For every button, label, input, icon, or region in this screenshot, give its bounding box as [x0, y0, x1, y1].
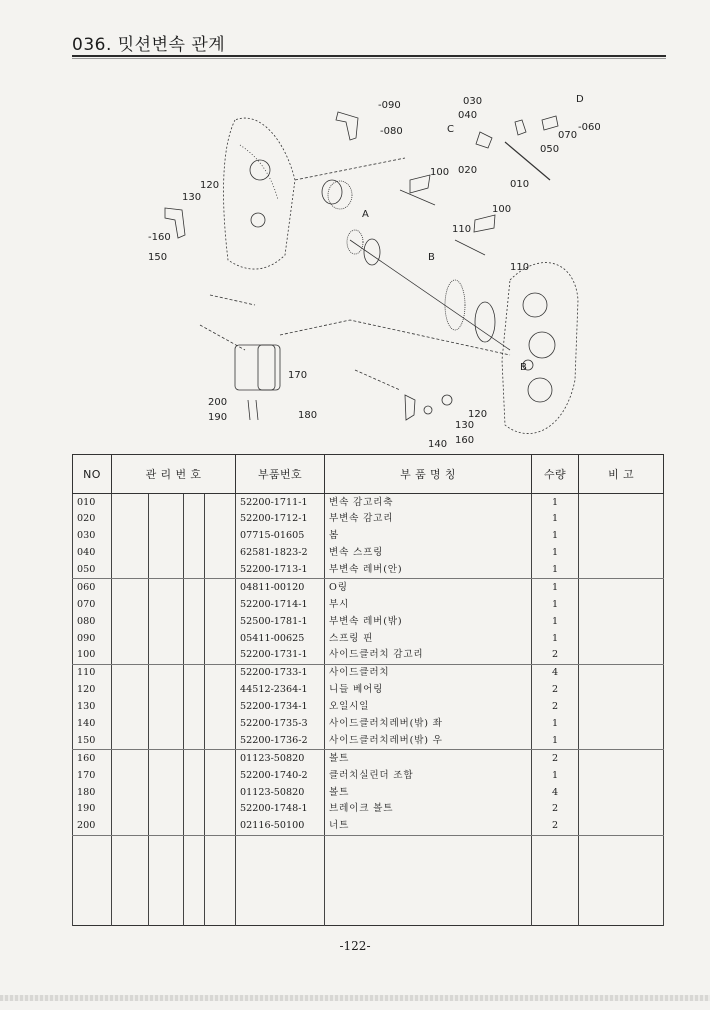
management-cell: [149, 682, 184, 699]
part-name-cell: 브레이크 볼트: [325, 801, 532, 818]
exploded-parts-diagram: [110, 60, 600, 455]
part-no-cell: 080: [73, 613, 112, 630]
management-cell: [205, 716, 236, 733]
management-cell: [184, 596, 205, 613]
management-cell: [149, 511, 184, 528]
part-name-cell: O링: [325, 579, 532, 596]
remarks-cell: [579, 528, 664, 545]
part-name-cell: 사이드클러치: [325, 664, 532, 681]
empty-cell: [236, 835, 325, 925]
management-cell: [205, 818, 236, 835]
table-row: [73, 528, 664, 545]
management-cell: [184, 716, 205, 733]
management-cell: [205, 664, 236, 681]
quantity-cell: 1: [532, 562, 579, 579]
quantity-cell: 1: [532, 630, 579, 647]
management-cell: [205, 630, 236, 647]
part-name-cell: 스프링 핀: [325, 630, 532, 647]
management-cell: [112, 647, 149, 664]
table-row: [73, 699, 664, 716]
part-no-cell: 070: [73, 596, 112, 613]
quantity-cell: 1: [532, 596, 579, 613]
table-row: [73, 647, 664, 664]
quantity-cell: 4: [532, 664, 579, 681]
part-name-cell: 볼트: [325, 784, 532, 801]
quantity-cell: 1: [532, 716, 579, 733]
part-number-cell: 02116-50100: [236, 818, 325, 835]
part-number-cell: 52200-1714-1: [236, 596, 325, 613]
col-management-number: 관 리 번 호: [112, 455, 236, 494]
management-cell: [112, 630, 149, 647]
col-no: NO: [73, 455, 112, 494]
callout-020: 020: [458, 165, 478, 176]
table-row: [73, 767, 664, 784]
part-number-cell: 01123-50820: [236, 750, 325, 767]
management-cell: [205, 682, 236, 699]
part-number-cell: 52200-1713-1: [236, 562, 325, 579]
management-cell: [184, 682, 205, 699]
management-cell: [112, 613, 149, 630]
right-transmission-case: [502, 263, 578, 434]
quantity-cell: 4: [532, 784, 579, 801]
management-cell: [149, 664, 184, 681]
table-row: [73, 801, 664, 818]
remarks-cell: [579, 732, 664, 749]
callout-150: 150: [148, 252, 168, 263]
callout-c: C: [447, 124, 454, 135]
callout-140: 140: [428, 439, 448, 450]
part-name-cell: 부변속 레버(안): [325, 562, 532, 579]
management-cell: [149, 784, 184, 801]
management-cell: [184, 511, 205, 528]
management-cell: [112, 494, 149, 511]
part-name-cell: 부변속 레버(밖): [325, 613, 532, 630]
management-cell: [149, 545, 184, 562]
part-no-cell: 100: [73, 647, 112, 664]
management-cell: [149, 647, 184, 664]
col-quantity: 수량: [532, 455, 579, 494]
management-cell: [184, 699, 205, 716]
management-cell: [149, 562, 184, 579]
remarks-cell: [579, 579, 664, 596]
quantity-cell: 2: [532, 750, 579, 767]
management-cell: [112, 579, 149, 596]
management-cell: [112, 511, 149, 528]
empty-cell: [149, 835, 184, 925]
part-number-cell: 52200-1712-1: [236, 511, 325, 528]
part-name-cell: 사이드클러치레버(밖) 좌: [325, 716, 532, 733]
empty-cell: [73, 835, 112, 925]
part-name-cell: 사이드클러치레버(밖) 우: [325, 732, 532, 749]
remarks-cell: [579, 545, 664, 562]
management-cell: [184, 494, 205, 511]
remarks-cell: [579, 682, 664, 699]
callout-090: -090: [378, 100, 401, 111]
management-cell: [112, 528, 149, 545]
quantity-cell: 2: [532, 647, 579, 664]
table-row: [73, 596, 664, 613]
callout-b-right: B: [520, 362, 527, 373]
left-transmission-case: [224, 118, 295, 269]
part-number-cell: 07715-01605: [236, 528, 325, 545]
management-cell: [149, 801, 184, 818]
part-no-cell: 150: [73, 732, 112, 749]
callout-200: 200: [208, 397, 228, 408]
empty-cell: [205, 835, 236, 925]
management-cell: [149, 699, 184, 716]
table-row: [73, 732, 664, 749]
part-no-cell: 060: [73, 579, 112, 596]
part-number-cell: 05411-00625: [236, 630, 325, 647]
part-number-cell: 52200-1735-3: [236, 716, 325, 733]
callout-110-b: 110: [510, 262, 530, 273]
quantity-cell: 1: [532, 494, 579, 511]
management-cell: [205, 511, 236, 528]
management-cell: [149, 767, 184, 784]
empty-cell: [579, 835, 664, 925]
remarks-cell: [579, 716, 664, 733]
management-cell: [112, 801, 149, 818]
part-name-cell: 봄: [325, 528, 532, 545]
callout-190: 190: [208, 412, 228, 423]
callout-030: 030: [463, 96, 483, 107]
part-no-cell: 090: [73, 630, 112, 647]
management-cell: [184, 579, 205, 596]
part-name-cell: 부변속 감고리: [325, 511, 532, 528]
management-cell: [205, 562, 236, 579]
title-rule: [72, 55, 666, 57]
table-row: [73, 511, 664, 528]
quantity-cell: 2: [532, 699, 579, 716]
remarks-cell: [579, 818, 664, 835]
callout-110-a: 110: [452, 224, 472, 235]
management-cell: [112, 784, 149, 801]
management-cell: [205, 750, 236, 767]
part-number-cell: 62581-1823-2: [236, 545, 325, 562]
table-row: [73, 630, 664, 647]
empty-cell: [184, 835, 205, 925]
table-row: [73, 818, 664, 835]
table-row: [73, 494, 664, 511]
part-no-cell: 130: [73, 699, 112, 716]
management-cell: [112, 699, 149, 716]
management-cell: [149, 732, 184, 749]
management-cell: [205, 613, 236, 630]
col-part-number: 부품번호: [236, 455, 325, 494]
table-row: [73, 562, 664, 579]
management-cell: [149, 596, 184, 613]
management-cell: [112, 664, 149, 681]
part-no-cell: 160: [73, 750, 112, 767]
callout-160-left: -160: [148, 232, 171, 243]
callout-100-a: 100: [430, 167, 450, 178]
management-cell: [184, 545, 205, 562]
management-cell: [184, 630, 205, 647]
table-row: [73, 613, 664, 630]
quantity-cell: 2: [532, 801, 579, 818]
part-no-cell: 140: [73, 716, 112, 733]
management-cell: [149, 579, 184, 596]
part-number-cell: 52200-1740-2: [236, 767, 325, 784]
quantity-cell: 1: [532, 545, 579, 562]
management-cell: [149, 630, 184, 647]
remarks-cell: [579, 494, 664, 511]
quantity-cell: 1: [532, 511, 579, 528]
callout-130-left: 130: [182, 192, 202, 203]
part-number-cell: 52200-1731-1: [236, 647, 325, 664]
part-no-cell: 110: [73, 664, 112, 681]
remarks-cell: [579, 613, 664, 630]
remarks-cell: [579, 784, 664, 801]
callout-b: B: [428, 252, 435, 263]
part-name-cell: 너트: [325, 818, 532, 835]
callout-010: 010: [510, 179, 530, 190]
part-no-cell: 020: [73, 511, 112, 528]
management-cell: [184, 818, 205, 835]
part-number-cell: 04811-00120: [236, 579, 325, 596]
callout-130-right: 130: [455, 420, 475, 431]
remarks-cell: [579, 767, 664, 784]
part-number-cell: 52200-1711-1: [236, 494, 325, 511]
part-number-cell: 52200-1736-2: [236, 732, 325, 749]
management-cell: [149, 750, 184, 767]
management-cell: [184, 784, 205, 801]
management-cell: [184, 613, 205, 630]
part-no-cell: 190: [73, 801, 112, 818]
callout-180: 180: [298, 410, 318, 421]
management-cell: [112, 818, 149, 835]
part-number-cell: 52500-1781-1: [236, 613, 325, 630]
management-cell: [184, 801, 205, 818]
callout-120-left: 120: [200, 180, 220, 191]
management-cell: [205, 579, 236, 596]
callout-170: 170: [288, 370, 308, 381]
management-cell: [112, 716, 149, 733]
management-cell: [112, 596, 149, 613]
management-cell: [149, 818, 184, 835]
quantity-cell: 1: [532, 613, 579, 630]
management-cell: [205, 767, 236, 784]
part-name-cell: 니들 베어링: [325, 682, 532, 699]
management-cell: [149, 494, 184, 511]
part-no-cell: 180: [73, 784, 112, 801]
management-cell: [112, 545, 149, 562]
quantity-cell: 1: [532, 732, 579, 749]
management-cell: [205, 528, 236, 545]
empty-cell: [325, 835, 532, 925]
part-number-cell: 52200-1733-1: [236, 664, 325, 681]
table-row: [73, 750, 664, 767]
callout-080: -080: [380, 126, 403, 137]
gear-cluster: [322, 180, 510, 350]
management-cell: [184, 664, 205, 681]
quantity-cell: 1: [532, 528, 579, 545]
quantity-cell: 2: [532, 818, 579, 835]
part-number-cell: 01123-50820: [236, 784, 325, 801]
management-cell: [149, 613, 184, 630]
management-cell: [184, 767, 205, 784]
part-number-cell: 44512-2364-1: [236, 682, 325, 699]
remarks-cell: [579, 596, 664, 613]
management-cell: [149, 528, 184, 545]
part-name-cell: 볼트: [325, 750, 532, 767]
remarks-cell: [579, 562, 664, 579]
callout-100-b: 100: [492, 204, 512, 215]
callout-040: 040: [458, 110, 478, 121]
management-cell: [184, 732, 205, 749]
callout-060: -060: [578, 122, 600, 133]
scan-edge: [0, 995, 710, 1001]
callout-160-right: 160: [455, 435, 475, 446]
management-cell: [205, 699, 236, 716]
part-name-cell: 변속 감고리축: [325, 494, 532, 511]
remarks-cell: [579, 630, 664, 647]
callout-a: A: [362, 209, 369, 220]
parts-table: [72, 454, 664, 926]
management-cell: [184, 528, 205, 545]
remarks-cell: [579, 750, 664, 767]
quantity-cell: 1: [532, 767, 579, 784]
part-name-cell: 오일시일: [325, 699, 532, 716]
management-cell: [205, 596, 236, 613]
quantity-cell: 2: [532, 682, 579, 699]
management-cell: [184, 750, 205, 767]
management-cell: [205, 732, 236, 749]
table-header-row: [73, 455, 664, 494]
page-title: 036. 밋션변속 관계: [72, 35, 226, 55]
part-no-cell: 040: [73, 545, 112, 562]
col-remarks: 비 고: [579, 455, 664, 494]
part-no-cell: 030: [73, 528, 112, 545]
part-name-cell: 사이드클러치 감고리: [325, 647, 532, 664]
management-cell: [112, 682, 149, 699]
quantity-cell: 1: [532, 579, 579, 596]
management-cell: [205, 647, 236, 664]
callout-120-right: 120: [468, 409, 488, 420]
callout-050: 050: [540, 144, 560, 155]
part-name-cell: 클러치실린더 조합: [325, 767, 532, 784]
management-cell: [149, 716, 184, 733]
page-number: -122-: [339, 939, 371, 953]
table-row: [73, 545, 664, 562]
empty-cell: [532, 835, 579, 925]
management-cell: [205, 801, 236, 818]
part-name-cell: 변속 스프링: [325, 545, 532, 562]
callout-070: 070: [558, 130, 578, 141]
table-row: [73, 784, 664, 801]
table-row: [73, 579, 664, 596]
title-rule-thin: [72, 58, 666, 59]
management-cell: [205, 784, 236, 801]
remarks-cell: [579, 511, 664, 528]
management-cell: [205, 494, 236, 511]
part-name-cell: 부시: [325, 596, 532, 613]
management-cell: [112, 750, 149, 767]
part-number-cell: 52200-1734-1: [236, 699, 325, 716]
part-no-cell: 010: [73, 494, 112, 511]
empty-row: [73, 835, 664, 925]
management-cell: [184, 562, 205, 579]
management-cell: [112, 732, 149, 749]
callout-d: D: [576, 94, 584, 105]
table-row: [73, 664, 664, 681]
table-row: [73, 716, 664, 733]
empty-cell: [112, 835, 149, 925]
management-cell: [184, 647, 205, 664]
management-cell: [112, 562, 149, 579]
remarks-cell: [579, 664, 664, 681]
part-no-cell: 120: [73, 682, 112, 699]
management-cell: [112, 767, 149, 784]
part-number-cell: 52200-1748-1: [236, 801, 325, 818]
remarks-cell: [579, 699, 664, 716]
part-no-cell: 200: [73, 818, 112, 835]
col-part-name: 부 품 명 칭: [325, 455, 532, 494]
part-no-cell: 170: [73, 767, 112, 784]
table-row: [73, 682, 664, 699]
part-no-cell: 050: [73, 562, 112, 579]
remarks-cell: [579, 647, 664, 664]
management-cell: [205, 545, 236, 562]
remarks-cell: [579, 801, 664, 818]
